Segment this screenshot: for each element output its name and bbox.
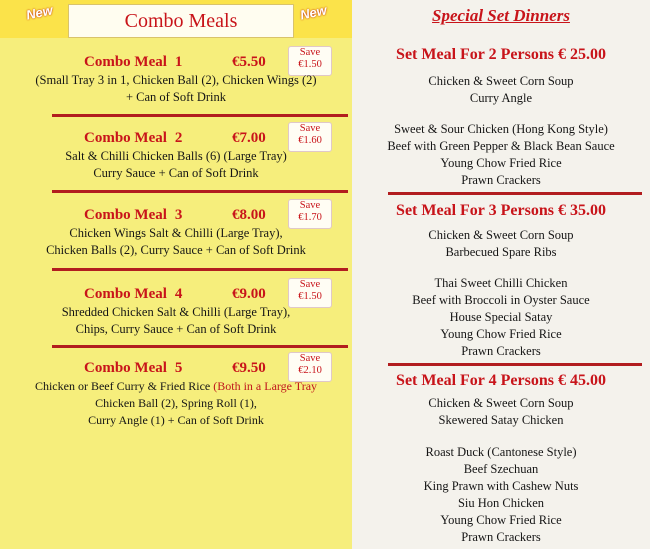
divider bbox=[388, 192, 642, 195]
divider bbox=[52, 268, 348, 271]
combo-price: €9.00 bbox=[232, 286, 266, 302]
set-meal-heading: Set Meal For 2 Persons € 25.00 bbox=[396, 46, 606, 63]
save-badge: Save €1.50 bbox=[288, 278, 332, 308]
divider bbox=[52, 114, 348, 117]
combo-name: Combo Meal 1 bbox=[84, 54, 183, 70]
set-meal-items: Chicken & Sweet Corn Soup Skewered Satay Chicken bbox=[428, 396, 574, 427]
combo-name: Combo Meal 2 bbox=[84, 130, 183, 146]
combo-description: (Small Tray 3 in 1, Chicken Ball (2), Chicken Wings (2) + Can of Soft Drink bbox=[35, 73, 317, 104]
combo-name: Combo Meal 4 bbox=[84, 286, 183, 302]
combo-title-box bbox=[68, 4, 294, 38]
set-meal-items: Sweet & Sour Chicken (Hong Kong Style) Beef with Green Pepper & Black Bean Sauce Young Chow Fried Rice Prawn Crackers bbox=[387, 122, 615, 187]
combo-description: Chicken or Beef Curry & Fried Rice (Both in a Large Tray Chicken Ball (2), Spring Roll (1), Curry Angle (1) + Can of Soft Drink bbox=[34, 379, 318, 427]
combo-price: €7.00 bbox=[232, 130, 266, 146]
save-badge: Save €2.10 bbox=[288, 352, 332, 382]
combo-name: Combo Meal 3 bbox=[84, 207, 183, 223]
divider bbox=[388, 363, 642, 366]
set-meal-items: Roast Duck (Cantonese Style) Beef Szechuan King Prawn with Cashew Nuts Siu Hon Chicken Young Chow Fried Rice Prawn Crackers bbox=[423, 445, 579, 544]
combo-description: Salt & Chilli Chicken Balls (6) (Large Tray) Curry Sauce + Can of Soft Drink bbox=[65, 149, 287, 180]
set-meal-items: Chicken & Sweet Corn Soup Curry Angle bbox=[428, 74, 574, 105]
combo-price: €9.50 bbox=[232, 360, 266, 376]
combo-price: €5.50 bbox=[232, 54, 266, 70]
combo-meals-title: Combo Meals bbox=[124, 9, 238, 32]
set-meal-items: Chicken & Sweet Corn Soup Barbecued Spare Ribs bbox=[428, 228, 574, 259]
set-meal-heading: Set Meal For 3 Persons € 35.00 bbox=[396, 202, 606, 219]
divider bbox=[52, 345, 348, 348]
special-set-dinners-panel bbox=[352, 0, 650, 549]
divider bbox=[52, 190, 348, 193]
new-badge-right: New bbox=[298, 2, 329, 23]
new-badge-left: New bbox=[24, 2, 55, 23]
save-badge: Save €1.70 bbox=[288, 199, 332, 229]
combo-description: Chicken Wings Salt & Chilli (Large Tray), Chicken Balls (2), Curry Sauce + Can of Soft Drink bbox=[46, 226, 306, 257]
save-badge: Save €1.60 bbox=[288, 122, 332, 152]
combo-price: €8.00 bbox=[232, 207, 266, 223]
combo-description: Shredded Chicken Salt & Chilli (Large Tray), Chips, Curry Sauce + Can of Soft Drink bbox=[61, 305, 291, 336]
set-meal-items: Thai Sweet Chilli Chicken Beef with Broccoli in Oyster Sauce House Special Satay Young Chow Fried Rice Prawn Crackers bbox=[412, 276, 590, 358]
save-badge: Save €1.50 bbox=[288, 46, 332, 76]
set-meal-heading: Set Meal For 4 Persons € 45.00 bbox=[396, 372, 606, 389]
combo-name: Combo Meal 5 bbox=[84, 360, 183, 376]
special-set-dinners-title: Special Set Dinners bbox=[432, 6, 570, 25]
